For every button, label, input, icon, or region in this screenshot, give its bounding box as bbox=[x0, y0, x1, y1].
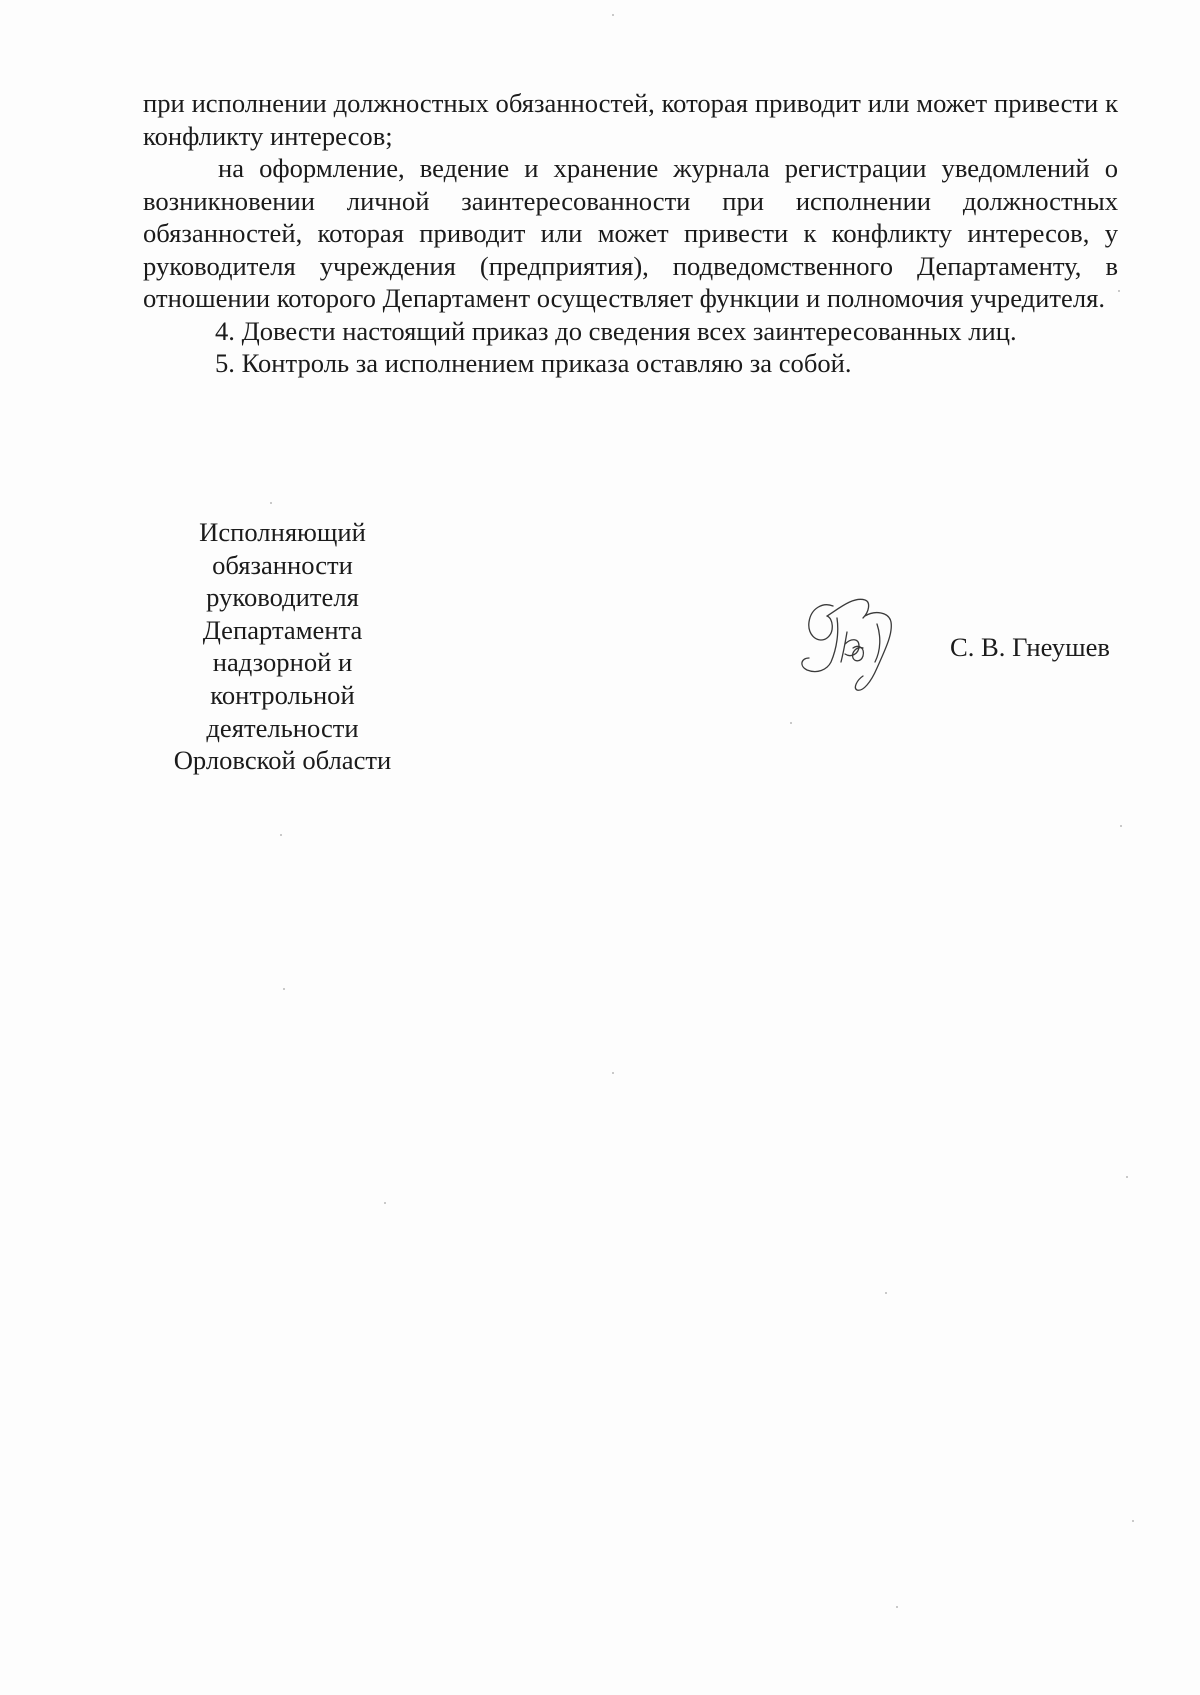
scan-speck bbox=[1126, 1176, 1128, 1178]
scan-speck bbox=[283, 988, 285, 990]
scan-speck bbox=[612, 14, 614, 16]
scan-speck bbox=[896, 1606, 898, 1608]
scan-speck bbox=[1118, 290, 1120, 292]
signer-position-line: руководителя bbox=[206, 582, 359, 613]
scan-speck bbox=[612, 1072, 614, 1074]
paragraph-continuation: при исполнении должностных обязанностей, которая приводит или может привести к конфликту интересов; bbox=[143, 88, 1118, 151]
handwritten-signature-icon bbox=[793, 588, 913, 708]
signer-position bbox=[150, 516, 415, 777]
signer-position-line: Департамента bbox=[202, 614, 363, 645]
scan-speck bbox=[270, 502, 272, 504]
scan-speck bbox=[384, 1202, 386, 1204]
signer-position-line: деятельности bbox=[206, 712, 359, 743]
scan-speck bbox=[1132, 1520, 1134, 1522]
signer-position-line: Исполняющий bbox=[199, 517, 366, 547]
signer-position-line: надзорной и bbox=[212, 647, 353, 678]
scan-speck bbox=[280, 834, 282, 836]
scan-speck bbox=[790, 722, 792, 724]
paragraph-journal: на оформление, ведение и хранение журнала регистрации уведомлений о возникновении личной заинтересованности при исполнении должностных обязанностей, которая приводит или может привести к конфликту интересов, у руководителя учреждения (предприятия), подведомственного Департаменту, в отношении которого Департамент осуществляет функции и полномочия учредителя. bbox=[143, 153, 1118, 313]
signer-position-line: обязанности bbox=[212, 549, 353, 580]
signer-position-line: контрольной bbox=[210, 679, 355, 710]
scan-speck bbox=[885, 1292, 887, 1294]
document-body bbox=[143, 87, 1118, 380]
signer-position-line: Орловской области bbox=[173, 745, 392, 776]
scan-speck bbox=[1120, 825, 1122, 827]
signer-name: С. В. Гнеушев bbox=[950, 632, 1110, 662]
paragraph-item-4: 4. Довести настоящий приказ до сведения всех заинтересованных лиц. bbox=[215, 315, 1017, 346]
paragraph-item-5: 5. Контроль за исполнением приказа оставляю за собой. bbox=[215, 348, 852, 378]
